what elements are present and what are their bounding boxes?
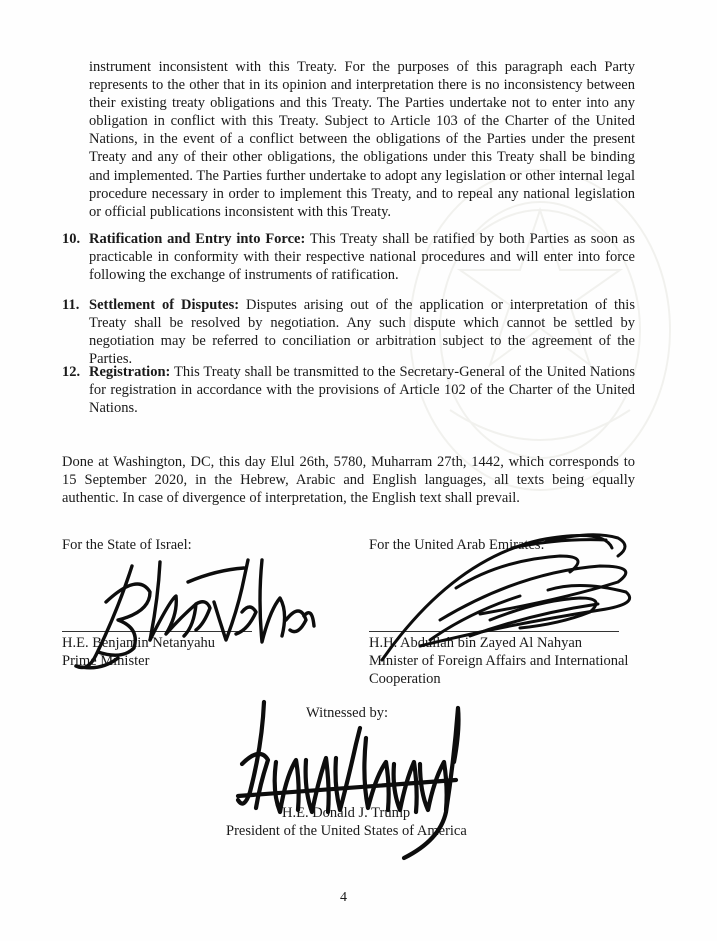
witness-name: H.E. Donald J. Trump <box>282 805 411 821</box>
netanyahu-signature <box>76 560 314 668</box>
trump-signature <box>238 702 459 858</box>
continuation-paragraph: instrument inconsistent with this Treaty. For the purposes of this paragraph each Party represents to the other that in its opinion and interpretation there is no inconsistency between their existing treaty obligations and this Treaty. The Parties undertake not to enter into any obligation in conflict with this Treaty. Subject to Article 103 of the Charter of the United Nations, in the event of a conflict between the obligations of the Parties under the present Treaty and any of their other obligations, the obligations under this Treaty shall be binding and implemented. The Parties further undertake to adopt any legislation or other internal legal procedure necessary in order to implement this Treaty, and to repeal any national legislation or official publications inconsistent with this Treaty. <box>89 59 635 220</box>
article-number: 11. <box>62 297 80 313</box>
article-heading: Ratification and Entry into Force: <box>89 231 306 247</box>
uae-signatory-name: H.H. Abdullah bin Zayed Al Nahyan <box>369 635 583 651</box>
article-number: 10. <box>62 231 81 247</box>
witness-title: President of the United States of America <box>226 823 467 839</box>
done-at-paragraph: Done at Washington, DC, this day Elul 26th, 5780, Muharram 27th, 1442, which corresponds to 15 September 2020, in the Hebrew, Arabic and English languages, all texts being equally authentic. In case of divergence of interpretation, the English text shall prevail. <box>62 454 635 507</box>
article-text: This Treaty shall be ratified by both Parties as soon as practicable in conformity with their respective national procedures and will enter into force following the exchange of instruments of ratification. <box>89 231 636 284</box>
israel-signatory-title: Prime Minister <box>62 653 150 669</box>
uae-for-label: For the United Arab Emirates: <box>369 537 545 553</box>
uae-signatory-title-line1: Minister of Foreign Affairs and International <box>369 653 629 669</box>
article-text: This Treaty shall be transmitted to the Secretary-General of the United Nations for registration in accordance with the provisions of Article 102 of the Charter of the United Nations. <box>89 364 635 417</box>
article-text: Disputes arising out of the application or interpretation of this Treaty shall be resolved by negotiation. Any such dispute which cannot be settled by negotiation may be referred to conciliation or arbitration subject to the agreement of the Parties. <box>89 297 635 368</box>
article-number: 12. <box>62 364 81 380</box>
article-heading: Settlement of Disputes: <box>89 297 240 313</box>
witness-label: Witnessed by: <box>306 705 388 721</box>
article-heading: Registration: <box>89 364 171 380</box>
page-number: 4 <box>340 890 347 905</box>
israel-for-label: For the State of Israel: <box>62 537 192 553</box>
israel-signatory-name: H.E. Benjamin Netanyahu <box>62 635 216 651</box>
uae-signatory-title-line2: Cooperation <box>369 671 441 687</box>
abdullah-bin-zayed-signature <box>382 535 630 660</box>
